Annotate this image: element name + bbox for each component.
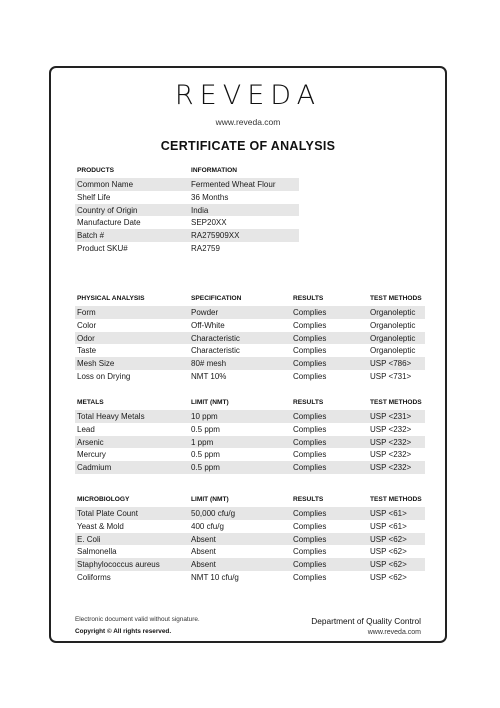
table-cell: 0.5 ppm: [191, 450, 220, 460]
column-header: RESULTS: [293, 399, 324, 406]
validity-note: Electronic document valid without signature.: [75, 616, 200, 623]
table-row: [75, 545, 425, 558]
table-row: [75, 423, 425, 436]
table-cell: Complies: [293, 509, 327, 518]
column-header: METALS: [77, 399, 104, 406]
table-cell: SEP20XX: [191, 218, 227, 228]
table-cell: Color: [77, 320, 97, 330]
table-cell: NMT 10 cfu/g: [191, 572, 239, 582]
table-cell: Absent: [191, 534, 216, 544]
table-row: [75, 558, 425, 571]
table-row: [75, 344, 425, 357]
table-cell: 400 cfu/g: [191, 521, 224, 531]
table-cell: USP <232>: [370, 437, 412, 447]
column-header: TEST METHODS: [370, 295, 422, 302]
copyright-text: Copyright © All rights reserved.: [75, 628, 172, 635]
table-cell: Characteristic: [191, 333, 240, 343]
table-row: [75, 436, 425, 449]
table-cell: Total Plate Count: [77, 509, 138, 518]
column-header: INFORMATION: [191, 167, 238, 174]
microbiology-header-row: [75, 495, 425, 507]
table-cell: USP <62>: [370, 534, 407, 544]
table-cell: Common Name: [77, 180, 134, 189]
table-cell: Staphylococcus aureus: [77, 560, 160, 570]
table-row: [75, 332, 425, 345]
table-cell: Absent: [191, 547, 216, 557]
table-row: [75, 507, 425, 520]
table-cell: USP <61>: [370, 521, 407, 531]
table-cell: Salmonella: [77, 547, 117, 557]
table-cell: USP <232>: [370, 424, 412, 434]
table-cell: Complies: [293, 534, 327, 544]
table-cell: Complies: [293, 437, 327, 447]
table-cell: Batch #: [77, 231, 105, 241]
metals-header-row: [75, 398, 425, 410]
table-cell: Fermented Wheat Flour: [191, 180, 276, 189]
table-cell: Complies: [293, 371, 327, 381]
table-cell: 0.5 ppm: [191, 424, 220, 434]
table-row: [75, 448, 425, 461]
table-cell: Complies: [293, 308, 327, 317]
table-cell: Powder: [191, 308, 219, 317]
table-row: [75, 306, 425, 319]
table-row: [75, 229, 299, 242]
table-cell: NMT 10%: [191, 371, 227, 381]
table-row: [75, 571, 425, 584]
table-row: [75, 191, 425, 204]
table-cell: USP <231>: [370, 412, 412, 421]
table-cell: USP <731>: [370, 371, 412, 381]
table-cell: 80# mesh: [191, 359, 227, 369]
table-cell: 36 Months: [191, 192, 229, 202]
column-header: PHYSICAL ANALYSIS: [77, 295, 145, 302]
column-header: TEST METHODS: [370, 399, 422, 406]
table-cell: Complies: [293, 547, 327, 557]
table-cell: Product SKU#: [77, 243, 128, 253]
table-cell: 50,000 cfu/g: [191, 509, 236, 518]
table-row: [75, 357, 425, 370]
table-row: [75, 533, 425, 546]
table-cell: RA2759: [191, 243, 220, 253]
table-cell: Mercury: [77, 450, 106, 460]
table-cell: Complies: [293, 424, 327, 434]
table-row: [75, 242, 425, 255]
table-cell: Complies: [293, 346, 327, 356]
table-cell: Total Heavy Metals: [77, 412, 145, 421]
table-cell: Shelf Life: [77, 192, 111, 202]
physical-header-row: [75, 294, 425, 306]
column-header: RESULTS: [293, 496, 324, 503]
table-cell: Taste: [77, 346, 97, 356]
table-cell: Organoleptic: [370, 320, 416, 330]
table-cell: Coliforms: [77, 572, 111, 582]
column-header: SPECIFICATION: [191, 295, 242, 302]
table-cell: USP <786>: [370, 359, 412, 369]
column-header: TEST METHODS: [370, 496, 422, 503]
table-cell: India: [191, 205, 209, 215]
department-name: Department of Quality Control: [311, 616, 421, 626]
table-cell: Cadmium: [77, 463, 112, 473]
table-cell: 1 ppm: [191, 437, 214, 447]
microbiology-table: [75, 495, 425, 584]
table-cell: Complies: [293, 572, 327, 582]
metals-table: [75, 398, 425, 474]
table-cell: Complies: [293, 333, 327, 343]
column-header: LIMIT (NMT): [191, 496, 229, 503]
table-cell: USP <62>: [370, 560, 407, 570]
table-cell: Loss on Drying: [77, 371, 131, 381]
column-header: PRODUCTS: [77, 167, 114, 174]
table-cell: Characteristic: [191, 346, 240, 356]
table-cell: Arsenic: [77, 437, 104, 447]
table-cell: Organoleptic: [370, 333, 416, 343]
table-cell: Mesh Size: [77, 359, 115, 369]
table-cell: Complies: [293, 521, 327, 531]
certificate-card: [49, 66, 447, 643]
brand-logo: REVEDA: [174, 80, 322, 111]
table-cell: Organoleptic: [370, 308, 416, 317]
table-cell: USP <62>: [370, 547, 407, 557]
table-cell: Yeast & Mold: [77, 521, 124, 531]
table-row: [75, 461, 425, 474]
table-cell: E. Coli: [77, 534, 101, 544]
table-cell: USP <232>: [370, 450, 412, 460]
table-cell: Off-White: [191, 320, 225, 330]
table-cell: 0.5 ppm: [191, 463, 220, 473]
table-cell: Absent: [191, 560, 216, 570]
column-header: RESULTS: [293, 295, 324, 302]
table-row: [75, 319, 425, 332]
table-row: [75, 370, 425, 383]
table-cell: USP <62>: [370, 572, 407, 582]
table-cell: Odor: [77, 333, 95, 343]
table-row: [75, 204, 299, 217]
table-cell: Manufacture Date: [77, 218, 141, 228]
table-cell: USP <61>: [370, 509, 407, 518]
footer-website: www.reveda.com: [367, 629, 421, 636]
products-header-row: [75, 166, 425, 178]
table-cell: Complies: [293, 359, 327, 369]
table-cell: RA275909XX: [191, 231, 240, 241]
table-cell: Complies: [293, 450, 327, 460]
table-cell: Organoleptic: [370, 346, 416, 356]
table-cell: Complies: [293, 560, 327, 570]
table-row: [75, 178, 299, 191]
products-table: [75, 166, 425, 255]
table-cell: Complies: [293, 412, 327, 421]
physical-analysis-table: [75, 294, 425, 383]
table-row: [75, 216, 425, 229]
table-cell: USP <232>: [370, 463, 412, 473]
table-cell: Form: [77, 308, 96, 317]
document-title: CERTIFICATE OF ANALYSIS: [160, 139, 336, 153]
table-row: [75, 520, 425, 533]
table-cell: Complies: [293, 463, 327, 473]
table-cell: 10 ppm: [191, 412, 218, 421]
table-cell: Lead: [77, 424, 95, 434]
column-header: MICROBIOLOGY: [77, 496, 130, 503]
column-header: LIMIT (NMT): [191, 399, 229, 406]
table-cell: Complies: [293, 320, 327, 330]
table-cell: Country of Origin: [77, 205, 138, 215]
table-row: [75, 410, 425, 423]
brand-website: www.reveda.com: [215, 117, 281, 127]
